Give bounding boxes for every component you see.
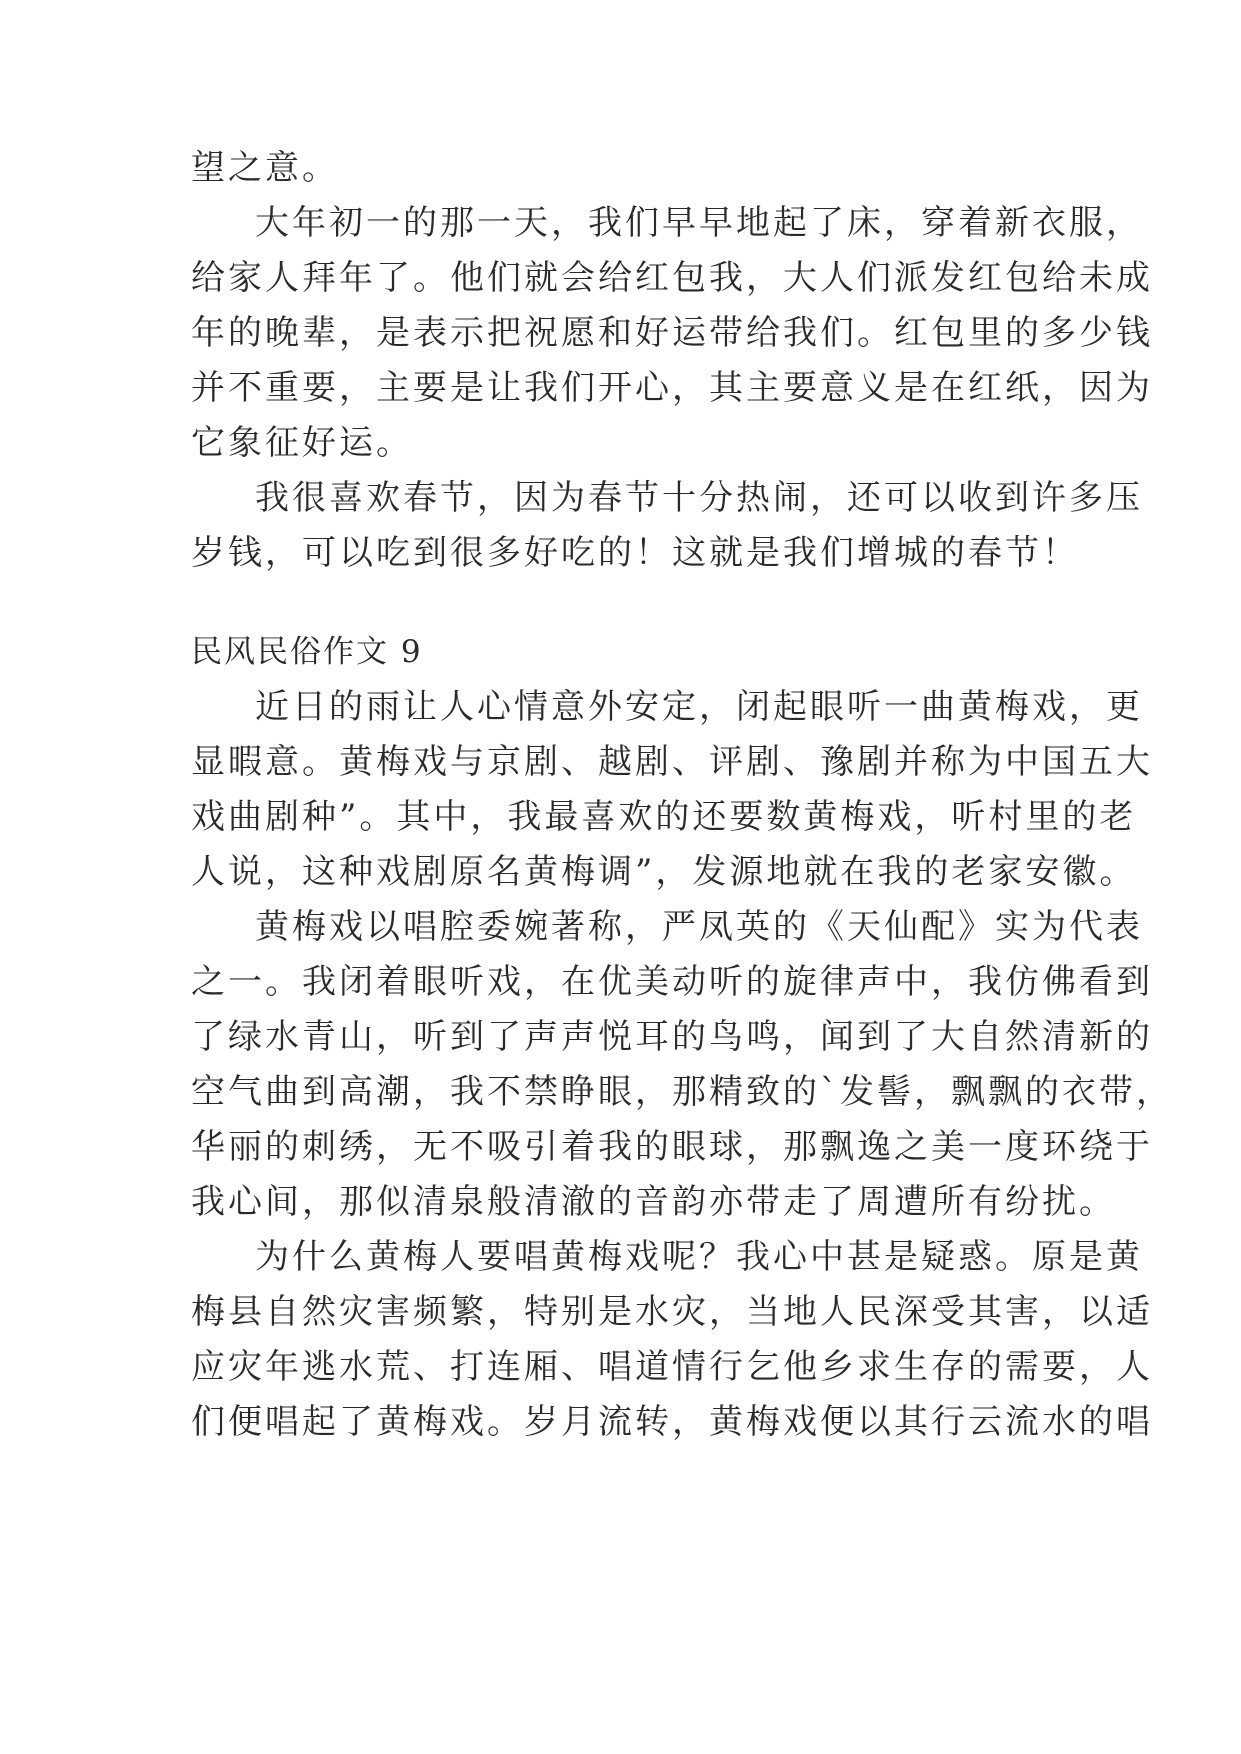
section-heading: 民风民俗作文 9 <box>191 634 423 670</box>
paragraph-first-line: 我很喜欢春节，因为春节十分热闹，还可以收到许多压 <box>255 478 1143 518</box>
paragraph-first-line: 黄梅戏以唱腔委婉著称，严凤英的《天仙配》实为代表 <box>255 907 1143 947</box>
text-line: 显暇意。黄梅戏与京剧、越剧、评剧、豫剧并称为中国五大 <box>191 742 1153 782</box>
paragraph-first-line: 近日的雨让人心情意外安定，闭起眼听一曲黄梅戏，更 <box>255 687 1143 727</box>
text-line: 给家人拜年了。他们就会给红包我，大人们派发红包给未成 <box>191 258 1153 298</box>
paragraph-first-line: 大年初一的那一天，我们早早地起了床，穿着新衣服， <box>255 203 1143 243</box>
document-page <box>191 0 1173 1754</box>
text-line: 们便唱起了黄梅戏。岁月流转，黄梅戏便以其行云流水的唱 <box>191 1402 1153 1442</box>
text-line: 它象征好运。 <box>191 423 413 463</box>
text-line: 望之意。 <box>191 148 339 188</box>
text-line: 空气曲到高潮，我不禁睁眼，那精致的`发髻，飘飘的衣带， <box>191 1072 1173 1112</box>
text-line: 华丽的刺绣，无不吸引着我的眼球，那飘逸之美一度环绕于 <box>191 1127 1153 1167</box>
paragraph-first-line: 为什么黄梅人要唱黄梅戏呢？我心中甚是疑惑。原是黄 <box>255 1237 1143 1277</box>
text-line: 梅县自然灾害频繁，特别是水灾，当地人民深受其害，以适 <box>191 1292 1153 1332</box>
text-line: 并不重要，主要是让我们开心，其主要意义是在红纸，因为 <box>191 368 1153 408</box>
text-line: 了绿水青山，听到了声声悦耳的鸟鸣，闻到了大自然清新的 <box>191 1017 1153 1057</box>
text-line: 岁钱，可以吃到很多好吃的！这就是我们增城的春节！ <box>191 533 1079 573</box>
text-line: 年的晚辈，是表示把祝愿和好运带给我们。红包里的多少钱 <box>191 313 1153 353</box>
text-line: 应灾年逃水荒、打连厢、唱道情行乞他乡求生存的需要，人 <box>191 1347 1153 1387</box>
text-line: 人说，这种戏剧原名黄梅调”，发源地就在我的老家安徽。 <box>191 852 1137 892</box>
text-line: 之一。我闭着眼听戏，在优美动听的旋律声中，我仿佛看到 <box>191 962 1153 1002</box>
text-line: 戏曲剧种”。其中，我最喜欢的还要数黄梅戏，听村里的老 <box>191 797 1137 837</box>
text-line: 我心间，那似清泉般清澈的音韵亦带走了周遭所有纷扰。 <box>191 1182 1116 1222</box>
